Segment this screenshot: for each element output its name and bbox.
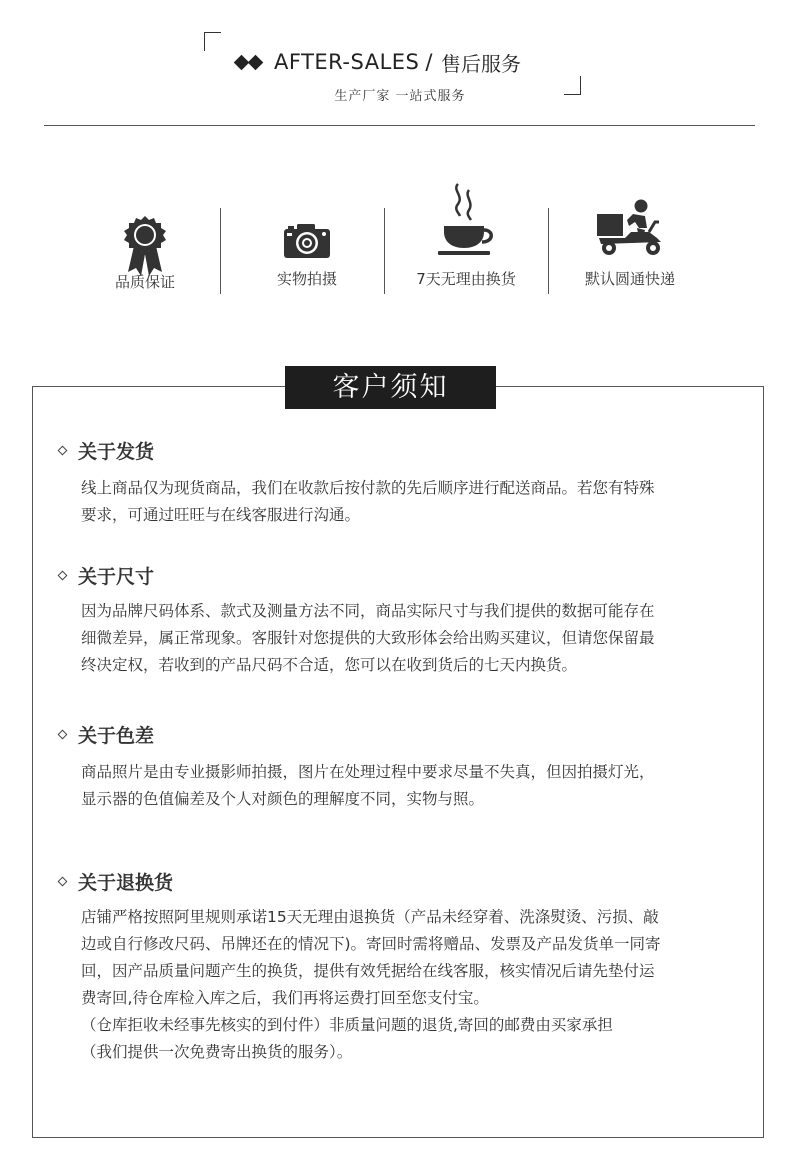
section-heading [59, 562, 154, 589]
section-body [81, 759, 753, 813]
diamond-bullet-icon [58, 571, 68, 581]
delivery-scooter-icon [595, 198, 665, 262]
divider [548, 208, 549, 294]
subtitle: 生产厂家 一站式服务 [334, 89, 466, 104]
section-heading [59, 868, 173, 895]
feature-label: 默认圆通快递 [584, 270, 675, 288]
body-line: （我们提供一次免费寄出换货的服务）。 [81, 1043, 353, 1061]
body-line: 回，因产品质量问题产生的换货，提供有效凭据给在线客服，核实情况后请先垫付运 [81, 962, 655, 980]
feature-return [386, 180, 546, 300]
diamond-bullet-icon [58, 877, 68, 887]
section-heading [59, 437, 154, 464]
body-line: 费寄回,待仓库检入库之后，我们再将运费打回至您支付宝。 [81, 989, 489, 1007]
section-title: 关于退换货 [78, 872, 174, 894]
section-heading [59, 721, 154, 748]
feature-label: 品质保证 [114, 273, 175, 291]
title-separator: / [425, 50, 433, 74]
double-diamond-icon [236, 57, 264, 68]
corner-bracket-top-left [204, 32, 221, 51]
body-line: 店铺严格按照阿里规则承诺15天无理由退换货（产品未经穿着、洗涤熨烫、污损、敲 [81, 908, 659, 926]
title-english: AFTER-SALES [274, 50, 420, 74]
body-line: 细微差异，属正常现象。客服针对您提供的大致形体会给出购买建议，但请您保留最 [81, 629, 655, 647]
body-line: 线上商品仅为现货商品，我们在收款后按付款的先后顺序进行配送商品。若您有特殊 [81, 479, 655, 497]
feature-delivery [550, 180, 710, 300]
body-line: 显示器的色值偏差及个人对颜色的理解度不同，实物与照。 [81, 790, 485, 808]
camera-icon [283, 222, 331, 260]
body-line: 边或自行修改尺码、吊牌还在的情况下)。寄回时需将赠品、发票及产品发货单一同寄 [81, 935, 661, 953]
section-body [81, 598, 753, 679]
body-line: 因为品牌尺码体系、款式及测量方法不同，商品实际尺寸与我们提供的数据可能存在 [81, 602, 655, 620]
feature-photo [227, 180, 387, 300]
body-line: （仓库拒收未经事先核实的到付件）非质量问题的退货,寄回的邮费由买家承担 [81, 1016, 613, 1034]
divider [384, 208, 385, 294]
section-body [81, 475, 753, 529]
coffee-cup-icon [434, 180, 498, 258]
divider [44, 125, 755, 126]
body-line: 要求，可通过旺旺与在线客服进行沟通。 [81, 506, 361, 524]
notice-title: 客户须知 [285, 366, 496, 409]
body-line: 终决定权，若收到的产品尺码不合适，您可以在收到货后的七天内换货。 [81, 656, 578, 674]
feature-label: 实物拍摄 [276, 270, 337, 288]
section-body [81, 904, 753, 1066]
diamond-bullet-icon [58, 730, 68, 740]
body-line: 商品照片是由专业摄影师拍摄，图片在处理过程中要求尽量不失真，但因拍摄灯光， [81, 763, 655, 781]
section-title [236, 47, 521, 77]
section-title: 关于色差 [78, 725, 155, 747]
feature-label: 7天无理由换货 [416, 270, 516, 288]
section-title: 关于发货 [78, 441, 155, 463]
section-title: 关于尺寸 [78, 566, 155, 588]
title-chinese: 售后服务 [440, 51, 521, 76]
divider [220, 208, 221, 294]
feature-quality [65, 180, 225, 300]
diamond-bullet-icon [58, 446, 68, 456]
